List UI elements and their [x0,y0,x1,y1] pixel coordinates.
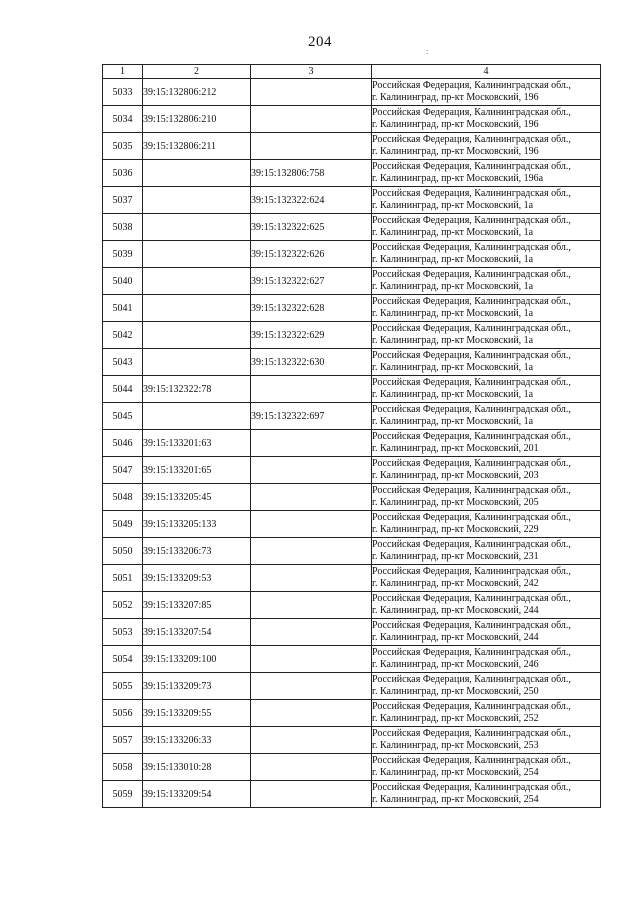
table-row [103,646,601,673]
address-cell [372,214,601,241]
address-line-1: Российская Федерация, Калининградская обл., [372,484,571,496]
address-line-1: Российская Федерация, Калининградская обл., [372,673,571,685]
cadastral-number-col3 [251,727,372,754]
cadastral-number-col2 [143,187,251,214]
address-line-2: г. Калининград, пр-кт Московский, 203 [372,470,539,481]
row-number: 5057 [103,727,143,754]
address-line-2: г. Калининград, пр-кт Московский, 1а [372,200,534,211]
cadastral-number-col2 [143,349,251,376]
address-line-2: г. Калининград, пр-кт Московский, 205 [372,497,539,508]
address-cell [372,268,601,295]
cadastral-number-col2 [143,160,251,187]
cadastral-number-col2: 39:15:133209:53 [143,565,251,592]
row-number: 5047 [103,457,143,484]
cadastral-number-col3 [251,538,372,565]
address-line-1: Российская Федерация, Калининградская обл., [372,430,571,442]
address-line-1: Российская Федерация, Калининградская обл., [372,727,571,739]
cadastral-number-col3 [251,511,372,538]
address-cell [372,484,601,511]
table-row [103,754,601,781]
address-line-2: г. Калининград, пр-кт Московский, 201 [372,443,539,454]
address-cell [372,511,601,538]
address-line-2: г. Калининград, пр-кт Московский, 1а [372,416,534,427]
table-row [103,619,601,646]
registry-table [102,64,601,808]
row-number: 5033 [103,79,143,106]
address-cell [372,673,601,700]
address-line-1: Российская Федерация, Калининградская обл., [372,403,571,415]
cadastral-number-col3 [251,430,372,457]
page-mark: : [426,47,429,56]
address-line-1: Российская Федерация, Калининградская обл., [372,538,571,550]
row-number: 5040 [103,268,143,295]
table-row [103,160,601,187]
row-number: 5051 [103,565,143,592]
address-cell [372,322,601,349]
row-number: 5050 [103,538,143,565]
cadastral-number-col2 [143,241,251,268]
address-cell [372,565,601,592]
cadastral-number-col2 [143,322,251,349]
cadastral-number-col3: 39:15:132806:758 [251,160,372,187]
table-row [103,187,601,214]
cadastral-number-col2: 39:15:132806:211 [143,133,251,160]
address-cell [372,430,601,457]
table-row [103,700,601,727]
cadastral-number-col3: 39:15:132322:629 [251,322,372,349]
address-line-2: г. Калининград, пр-кт Московский, 244 [372,632,539,643]
row-number: 5042 [103,322,143,349]
header-col-4: 4 [372,65,601,79]
cadastral-number-col2: 39:15:132322:78 [143,376,251,403]
address-line-1: Российская Федерация, Калининградская обл., [372,619,571,631]
table-row [103,673,601,700]
address-line-2: г. Калининград, пр-кт Московский, 1а [372,335,534,346]
cadastral-number-col3 [251,565,372,592]
table-row [103,376,601,403]
address-cell [372,727,601,754]
cadastral-number-col3 [251,700,372,727]
cadastral-number-col3 [251,646,372,673]
address-cell [372,754,601,781]
row-number: 5034 [103,106,143,133]
table-header [103,65,601,79]
cadastral-number-col2: 39:15:133201:65 [143,457,251,484]
row-number: 5048 [103,484,143,511]
cadastral-number-col3: 39:15:132322:627 [251,268,372,295]
address-line-2: г. Калининград, пр-кт Московский, 252 [372,713,539,724]
address-line-1: Российская Федерация, Калининградская обл., [372,322,571,334]
row-number: 5059 [103,781,143,808]
cadastral-number-col2: 39:15:133209:54 [143,781,251,808]
row-number: 5038 [103,214,143,241]
row-number: 5036 [103,160,143,187]
cadastral-number-col2 [143,214,251,241]
address-line-1: Российская Федерация, Калининградская обл., [372,106,571,118]
cadastral-number-col2: 39:15:133205:133 [143,511,251,538]
header-col-3: 3 [251,65,372,79]
row-number: 5052 [103,592,143,619]
address-line-2: г. Калининград, пр-кт Московский, 1а [372,281,534,292]
address-line-1: Российская Федерация, Калининградская обл., [372,781,571,793]
header-col-1: 1 [103,65,143,79]
table-row [103,511,601,538]
page-number: 204 [308,34,332,50]
address-line-2: г. Калининград, пр-кт Московский, 229 [372,524,539,535]
cadastral-number-col3 [251,673,372,700]
table-row [103,592,601,619]
table-row [103,349,601,376]
address-cell [372,592,601,619]
cadastral-number-col2: 39:15:133206:73 [143,538,251,565]
address-line-2: г. Калининград, пр-кт Московский, 244 [372,605,539,616]
cadastral-number-col3: 39:15:132322:624 [251,187,372,214]
address-line-1: Российская Федерация, Калининградская обл., [372,349,571,361]
row-number: 5055 [103,673,143,700]
cadastral-number-col3: 39:15:132322:697 [251,403,372,430]
header-row [103,65,601,79]
address-line-1: Российская Федерация, Калининградская обл., [372,592,571,604]
address-line-2: г. Калининград, пр-кт Московский, 1а [372,389,534,400]
address-line-2: г. Калининград, пр-кт Московский, 1а [372,254,534,265]
table-row [103,241,601,268]
address-line-1: Российская Федерация, Калининградская обл., [372,376,571,388]
table-row [103,430,601,457]
cadastral-number-col3 [251,457,372,484]
address-line-2: г. Калининград, пр-кт Московский, 196а [372,173,544,184]
cadastral-number-col2: 39:15:132806:212 [143,79,251,106]
table-row [103,322,601,349]
cadastral-number-col2: 39:15:133205:45 [143,484,251,511]
address-line-1: Российская Федерация, Калининградская обл., [372,295,571,307]
address-line-2: г. Калининград, пр-кт Московский, 253 [372,740,539,751]
address-cell [372,160,601,187]
cadastral-number-col2: 39:15:133201:63 [143,430,251,457]
address-line-1: Российская Федерация, Калининградская обл., [372,241,571,253]
cadastral-number-col3 [251,79,372,106]
address-cell [372,106,601,133]
address-cell [372,700,601,727]
address-line-2: г. Калининград, пр-кт Московский, 1а [372,227,534,238]
address-line-2: г. Калининград, пр-кт Московский, 246 [372,659,539,670]
address-cell [372,349,601,376]
table-row [103,781,601,808]
address-cell [372,376,601,403]
cadastral-number-col3 [251,133,372,160]
cadastral-number-col3 [251,376,372,403]
table-row [103,214,601,241]
address-cell [372,187,601,214]
cadastral-number-col3 [251,781,372,808]
cadastral-number-col3: 39:15:132322:628 [251,295,372,322]
address-line-1: Российская Федерация, Калининградская обл., [372,565,571,577]
row-number: 5044 [103,376,143,403]
cadastral-number-col3 [251,592,372,619]
table-row [103,565,601,592]
header-col-2: 2 [143,65,251,79]
address-cell [372,457,601,484]
cadastral-number-col2 [143,403,251,430]
address-line-1: Российская Федерация, Калининградская обл., [372,700,571,712]
address-cell [372,295,601,322]
cadastral-number-col2: 39:15:132806:210 [143,106,251,133]
address-line-2: г. Калининград, пр-кт Московский, 254 [372,767,539,778]
address-line-2: г. Калининград, пр-кт Московский, 242 [372,578,539,589]
address-cell [372,619,601,646]
address-line-2: г. Калининград, пр-кт Московский, 196 [372,92,539,103]
address-line-2: г. Калининград, пр-кт Московский, 231 [372,551,539,562]
address-line-2: г. Калининград, пр-кт Московский, 196 [372,146,539,157]
row-number: 5049 [103,511,143,538]
table-row [103,403,601,430]
row-number: 5041 [103,295,143,322]
row-number: 5045 [103,403,143,430]
cadastral-number-col2: 39:15:133209:100 [143,646,251,673]
table-row [103,484,601,511]
cadastral-number-col2: 39:15:133206:33 [143,727,251,754]
address-line-1: Российская Федерация, Калининградская обл., [372,214,571,226]
address-cell [372,241,601,268]
address-line-1: Российская Федерация, Калининградская обл., [372,79,571,91]
table-row [103,295,601,322]
row-number: 5056 [103,700,143,727]
address-cell [372,781,601,808]
address-cell [372,79,601,106]
row-number: 5046 [103,430,143,457]
cadastral-number-col3 [251,619,372,646]
address-line-1: Российская Федерация, Калининградская обл., [372,133,571,145]
address-line-2: г. Калининград, пр-кт Московский, 254 [372,794,539,805]
row-number: 5039 [103,241,143,268]
row-number: 5053 [103,619,143,646]
address-cell [372,646,601,673]
cadastral-number-col2: 39:15:133010:28 [143,754,251,781]
table-body [103,79,601,808]
address-line-2: г. Калининград, пр-кт Московский, 250 [372,686,539,697]
address-line-1: Российская Федерация, Калининградская обл., [372,754,571,766]
cadastral-number-col2: 39:15:133207:85 [143,592,251,619]
row-number: 5037 [103,187,143,214]
cadastral-number-col3: 39:15:132322:630 [251,349,372,376]
cadastral-number-col3: 39:15:132322:625 [251,214,372,241]
address-line-2: г. Калининград, пр-кт Московский, 196 [372,119,539,130]
table-row [103,106,601,133]
row-number: 5058 [103,754,143,781]
cadastral-number-col2 [143,268,251,295]
cadastral-number-col3 [251,106,372,133]
address-cell [372,538,601,565]
address-line-1: Российская Федерация, Калининградская обл., [372,187,571,199]
cadastral-number-col2: 39:15:133209:73 [143,673,251,700]
cadastral-number-col3: 39:15:132322:626 [251,241,372,268]
row-number: 5043 [103,349,143,376]
table-row [103,538,601,565]
cadastral-number-col2 [143,295,251,322]
address-line-1: Российская Федерация, Калининградская обл., [372,160,571,172]
address-line-2: г. Калининград, пр-кт Московский, 1а [372,362,534,373]
table-row [103,457,601,484]
cadastral-number-col2: 39:15:133207:54 [143,619,251,646]
address-cell [372,403,601,430]
address-line-1: Российская Федерация, Калининградская обл., [372,646,571,658]
address-line-1: Российская Федерация, Калининградская обл., [372,511,571,523]
row-number: 5054 [103,646,143,673]
address-line-2: г. Калининград, пр-кт Московский, 1а [372,308,534,319]
address-cell [372,133,601,160]
address-line-1: Российская Федерация, Калининградская обл., [372,268,571,280]
row-number: 5035 [103,133,143,160]
address-line-1: Российская Федерация, Калининградская обл., [372,457,571,469]
table-row [103,727,601,754]
table-row [103,268,601,295]
table-row [103,133,601,160]
cadastral-number-col2: 39:15:133209:55 [143,700,251,727]
table-row [103,79,601,106]
cadastral-number-col3 [251,484,372,511]
cadastral-number-col3 [251,754,372,781]
